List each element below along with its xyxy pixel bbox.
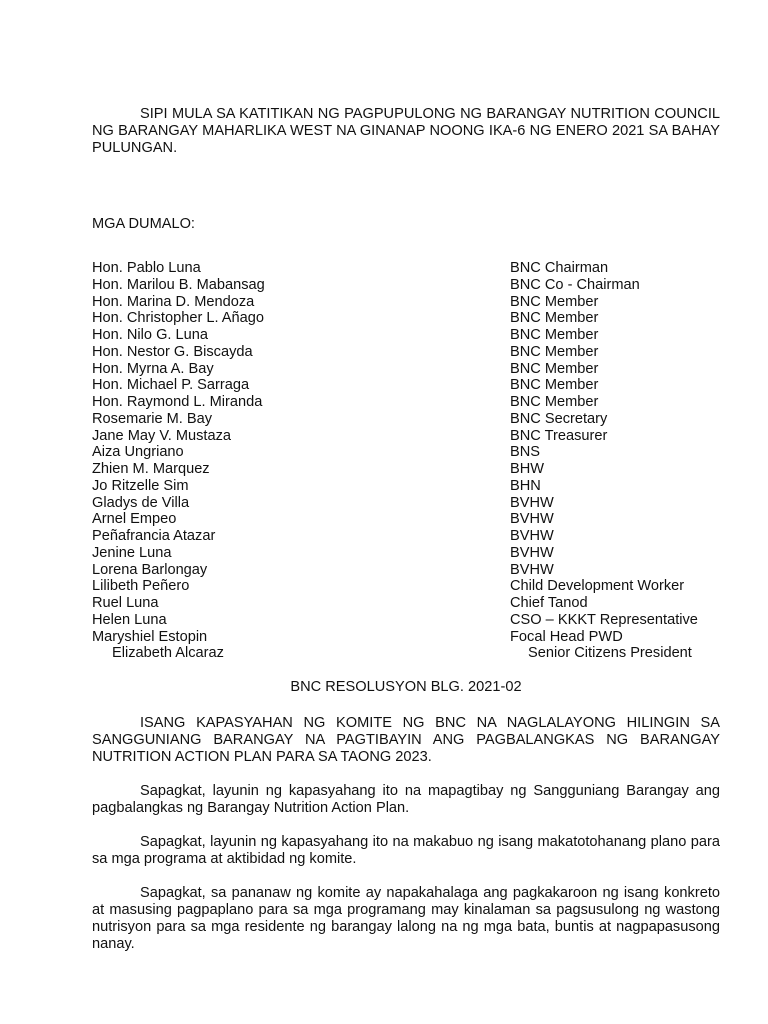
attendee-role: BNC Member: [510, 343, 599, 360]
attendee-row: [92, 495, 720, 512]
attendees-list: [92, 260, 720, 662]
attendee-name: Elizabeth Alcaraz: [112, 645, 224, 662]
attendee-role: BNC Member: [510, 293, 599, 310]
minutes-heading: SIPI MULA SA KATITIKAN NG PAGPUPULONG NG BARANGAY NUTRITION COUNCIL NG BARANGAY MAHARLIKA WEST NA GINANAP NOONG IKA-6 NG ENERO 2021 SA BAHAY PULUNGAN.: [92, 106, 720, 156]
resolution-paragraph: Sapagkat, layunin ng kapasyahang ito na mapagtibay ng Sangguniang Barangay ang pagbalangkas ng Barangay Nutrition Action Plan.: [92, 783, 720, 816]
attendee-role: BNC Treasurer: [510, 427, 608, 444]
attendee-row: [92, 260, 720, 277]
attendee-role: Child Development Worker: [510, 578, 685, 595]
attendee-row: [92, 461, 720, 478]
attendee-role: BVHW: [510, 511, 554, 528]
resolution-title: BNC RESOLUSYON BLG. 2021-02: [290, 679, 522, 695]
attendee-role: BNC Member: [510, 394, 599, 410]
resolution-paragraph: Sapagkat, layunin ng kapasyahang ito na makabuo ng isang makatotohanang plano para sa mga programa at aktibidad ng komite.: [92, 834, 720, 867]
attendee-row: [92, 629, 720, 646]
attendee-role: BVHW: [510, 544, 554, 561]
attendee-name: Peñafrancia Atazar: [92, 528, 216, 544]
attendee-name: Hon. Nilo G. Luna: [92, 327, 209, 343]
attendee-row: [92, 411, 720, 428]
attendee-name: Hon. Marina D. Mendoza: [92, 293, 255, 310]
attendee-row: [92, 545, 720, 562]
attendee-row: [92, 444, 720, 461]
attendee-role: BNC Member: [510, 360, 599, 377]
attendee-role: BVHW: [510, 561, 554, 578]
attendee-row: [92, 595, 720, 612]
attendee-name: Hon. Pablo Luna: [92, 260, 201, 276]
attendee-name: Jo Ritzelle Sim: [92, 477, 189, 494]
resolution-paragraph: ISANG KAPASYAHAN NG KOMITE NG BNC NA NAGLALAYONG HILINGIN SA SANGGUNIANG BARANGAY NA PAGTIBAYIN ANG PAGBALANGKAS NG BARANGAY NUTRITION ACTION PLAN PARA SA TAONG 2023.: [92, 715, 720, 765]
attendee-row: [92, 578, 720, 595]
attendee-role: Senior Citizens President: [528, 645, 692, 662]
attendee-name: Rosemarie M. Bay: [92, 410, 213, 427]
attendee-role: BHW: [510, 461, 545, 477]
attendee-role: BNC Member: [510, 377, 599, 394]
document-page: [92, 106, 720, 952]
attendee-row: [92, 562, 720, 579]
attendee-row: [92, 528, 720, 545]
attendees-label: MGA DUMALO:: [92, 216, 195, 232]
attendee-row: [92, 511, 720, 528]
attendee-role: BNC Co - Chairman: [510, 276, 640, 293]
attendee-role: Focal Head PWD: [510, 628, 623, 645]
attendee-row: [92, 478, 720, 495]
attendee-role: CSO – KKKT Representative: [510, 611, 698, 628]
resolution-paragraph: Sapagkat, sa pananaw ng komite ay napakahalaga ang pagkakaroon ng isang konkreto at masusing pagpaplano para sa mga programang may kinalaman sa pagsusulong ng wastong nutrisyon para sa mga residente ng barangay lalong na ng mga bata, buntis at nagpapasusong nanay.: [92, 885, 720, 952]
attendee-row: [92, 612, 720, 629]
attendee-name: Jenine Luna: [92, 544, 172, 561]
attendee-role: BNC Secretary: [510, 410, 608, 427]
attendee-role: Chief Tanod: [510, 595, 588, 611]
attendee-name: Hon. Raymond L. Miranda: [92, 394, 263, 410]
attendee-name: Zhien M. Marquez: [92, 461, 210, 477]
attendee-role: BNC Chairman: [510, 260, 609, 276]
attendee-row: [92, 277, 720, 294]
attendee-name: Jane May V. Mustaza: [92, 427, 231, 444]
attendee-row: [92, 394, 720, 411]
attendee-row: [92, 377, 720, 394]
attendee-name: Lilibeth Peñero: [92, 578, 190, 595]
attendee-role: BNC Member: [510, 327, 599, 343]
attendee-row: [92, 344, 720, 361]
attendee-row: [92, 294, 720, 311]
attendee-name: Hon. Myrna A. Bay: [92, 360, 214, 377]
attendee-name: Hon. Marilou B. Mabansag: [92, 276, 265, 293]
attendee-role: BVHW: [510, 494, 554, 511]
attendee-role: BHN: [510, 477, 541, 494]
attendee-name: Aiza Ungriano: [92, 444, 184, 461]
attendee-role: BVHW: [510, 528, 554, 544]
attendee-row: [92, 645, 720, 662]
attendee-name: Hon. Nestor G. Biscayda: [92, 343, 253, 360]
attendee-name: Maryshiel Estopin: [92, 628, 208, 645]
attendee-name: Hon. Christopher L. Añago: [92, 310, 264, 327]
attendee-row: [92, 327, 720, 344]
attendee-name: Arnel Empeo: [92, 511, 177, 528]
attendee-role: BNC Member: [510, 310, 599, 327]
attendee-name: Hon. Michael P. Sarraga: [92, 377, 250, 394]
attendee-row: [92, 361, 720, 378]
resolution-body: [92, 715, 720, 970]
attendee-name: Gladys de Villa: [92, 494, 190, 511]
attendee-name: Lorena Barlongay: [92, 561, 208, 578]
attendee-name: Ruel Luna: [92, 595, 159, 611]
attendee-row: [92, 310, 720, 327]
attendee-row: [92, 428, 720, 445]
attendee-role: BNS: [510, 444, 541, 461]
attendee-name: Helen Luna: [92, 611, 167, 628]
